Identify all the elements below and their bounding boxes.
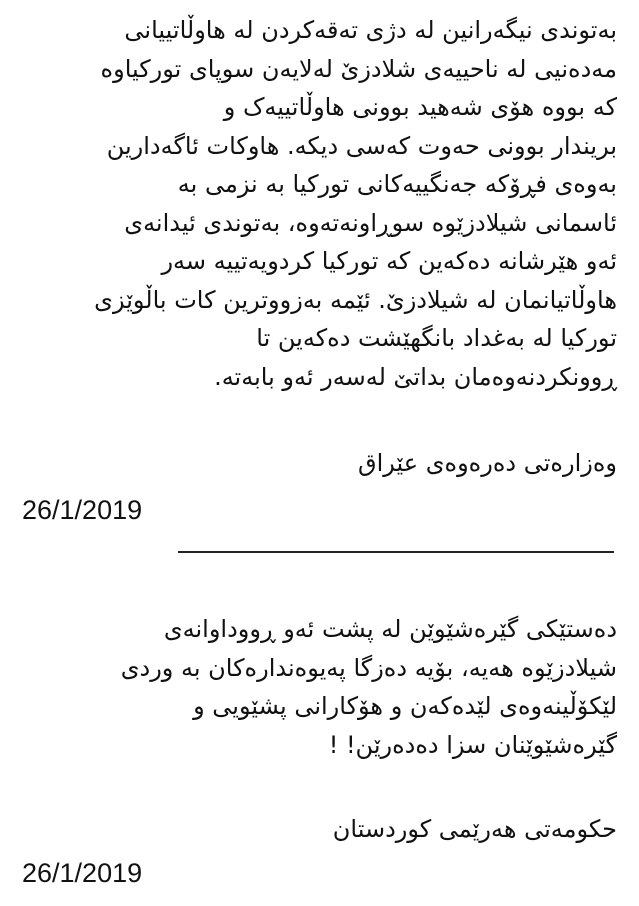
date-iraq-statement: 26/1/2019 [22,495,143,525]
statement-line: تورکیا لە بەغداد بانگهێشت دەکەین تا [256,324,617,352]
statement-line: لێکۆڵینەوەی لێدەکەن و هۆکارانی پشێویی و [193,692,617,720]
statement-iraq-text [17,11,617,396]
statement-line: ئەو هێرشانە دەکەین کە تورکیا کردویەتییە سەر [161,247,617,275]
statement-krg-text [17,610,617,764]
statement-line: ڕوونکردنەوەمان بداتێ لەسەر ئەو بابەتە. [214,362,617,391]
signature-iraq-ministry: وەزارەتی دەرەوەی عێراق [358,449,617,477]
statement-line: هاوڵاتیانمان لە شیلادزێ. ئێمە بەزووترین کات باڵوێزی [94,285,617,314]
statement-line: بەوەی فڕۆکە جەنگییەکانی تورکیا بە نزمی بە [177,170,617,198]
statement-line: بەتوندی نیگەرانین لە دژی تەقەکردن لە هاوڵاتیيانی [124,16,617,44]
section-divider [178,551,614,553]
statement-line: مەدەنیی لە ناحییەی شلادزێ لەلایەن سوپای تورکیاوە [100,54,617,83]
statement-line: کە بووە هۆی شەهید بوونی هاوڵاتییەک و [223,93,617,121]
statement-line: بریندار بوونی حەوت کەسی دیکە. هاوکات ئاگەدارین [106,131,617,160]
statement-line: دەستێکی گێرەشێوێن لە پشت ئەو ڕووداوانەی [163,615,617,643]
statement-line: ئاسمانی شیلادزێوە سوڕاونەتەوە، بەتوندی ئیدانەی [124,208,617,237]
statement-line: گێرەشێوێنان سزا دەدەرێن! ! [328,730,617,759]
statement-line: شیلادزێوە هەیە، بۆیە دەزگا پەیوەندارەکان بە وردی [120,653,617,682]
date-krg-statement: 26/1/2019 [22,858,143,888]
signature-krg: حکومەتی هەرێمی کوردستان [332,815,617,843]
